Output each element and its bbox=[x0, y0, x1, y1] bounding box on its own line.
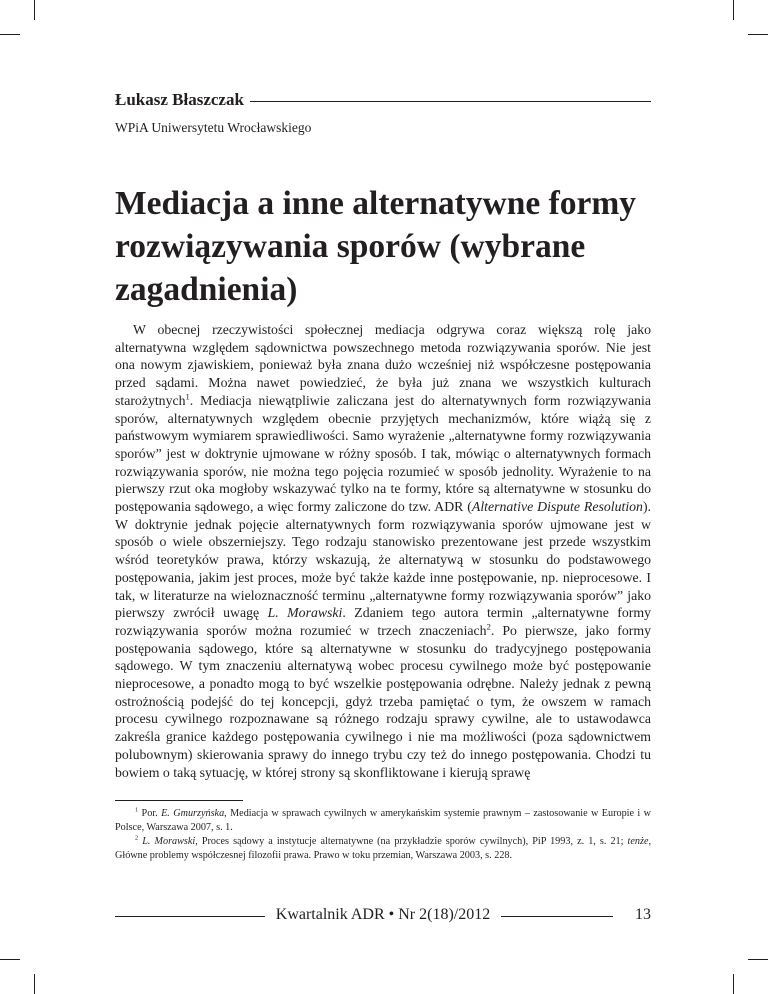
page-number: 13 bbox=[635, 906, 651, 923]
footnote-2: $^2$ L. Morawski, Proces sądowy a instytucje alternatywne (na przykładzie sporów cywilnych), PiP 1993, z. 1, s. 21; tenże, Główne problemy współczesnej filozofii prawa. Prawo w toku przemian, Warszawa 2003, s. 228. bbox=[115, 834, 652, 861]
journal-name: Kwartalnik ADR • Nr 2(18)/2012 bbox=[275, 906, 491, 923]
crop-mark bbox=[733, 0, 734, 20]
crop-mark bbox=[733, 974, 734, 994]
footnote-rule bbox=[115, 800, 243, 801]
crop-mark bbox=[0, 34, 20, 35]
footer-rule-right bbox=[501, 916, 613, 917]
body-paragraph: W obecnej rzeczywistości społecznej mediacja odgrywa coraz większą rolę jako alternatywna względem sądownictwa powszechnego metoda rozwiązywania sporów. Nie jest ona nowym zjawiskiem, ponieważ była znana dużo wcześniej niż współczesne postępowania przed sądami. Można nawet powiedzieć, że była już znana we wszystkich kulturach starożytnych$^1$. Mediacja niewątpliwie zaliczana jest do alternatywnych form rozwiązywania sporów, alternatywnych względem obecnie przyjętych mechanizmów, które wiążą się z państwowym wymiarem sprawiedliwości. Samo wyrażenie „alternatywne formy rozwiązywania sporów” jest w doktrynie ujmowane w różny sposób. I tak, mówiąc o alternatywnych formach rozwiązywania sporów, nie można tego pojęcia rozumieć w sposób jednolity. Wyrażenie to na pierwszy rzut oka mogłoby wskazywać tylko na te formy, które są alternatywne w stosunku do postępowania sądowego, a więc formy zaliczone do tzw. ADR (Alternative Dispute Resolution). W doktrynie jednak pojęcie alternatywnych form rozwiązywania sporów ujmowane jest w sposób o wiele obszerniejszy. Tego rodzaju stanowisko prezentowane jest przede wszystkim wśród teoretyków prawa, którzy wskazują, że alternatywą w stosunku do podstawowego postępowania, jakim jest proces, może być także każde inne postępowanie, np. nieprocesowe. I tak, w literaturze na wieloznaczność terminu „alternatywne formy rozwiązywania sporów” jako pierwszy zwrócił uwagę L. Morawski. Zdaniem tego autora termin „alternatywne formy rozwiązywania sporów można rozumieć w trzech znaczeniach$^2$. Po pierwsze, jako formy postępowania sądowego, które są alternatywne w stosunku do tradycyjnego postępowania sądowego. W tym znaczeniu alternatywą wobec procesu cywilnego może być postępowanie nieprocesowe, a ponadto mogą to być wszelkie postępowania odrębne. Należy jednak z pewną ostrożnością podejść do tej koncepcji, gdyż trzeba pamiętać o tym, że owszem w ramach procesu cywilnego rozpoznawane są różnego rodzaju sprawy cywilne, ale to ustawodawca zakreśla granice każdego postępowania cywilnego i nie ma możliwości (poza sądownictwem polubownym) skierowania sprawy do innego trybu czy też do innego postępowania. Chodzi tu bowiem o taką sytuację, w której strony są skonfliktowane i kierują sprawę bbox=[115, 322, 651, 780]
crop-mark bbox=[748, 959, 768, 960]
author-name: Łukasz Błaszczak bbox=[115, 90, 244, 109]
crop-mark bbox=[748, 34, 768, 35]
footnote-1: $^1$ Por. E. Gmurzyńska, Mediacja w sprawach cywilnych w amerykańskim systemie prawnym – zastosowanie w Europie i w Polsce, Warszawa 2007, s. 1. bbox=[115, 806, 651, 833]
crop-mark bbox=[34, 0, 35, 20]
crop-mark bbox=[34, 974, 35, 994]
author-line bbox=[115, 90, 651, 110]
footnote-ref-2: 2 bbox=[486, 621, 491, 632]
author-affiliation: WPiA Uniwersytetu Wrocławskiego bbox=[115, 120, 312, 135]
footnotes bbox=[115, 807, 651, 863]
page-footer bbox=[115, 904, 651, 928]
article-title: Mediacja a inne alternatywne formy rozwiązywania sporów (wybrane zagadnienia) bbox=[115, 185, 637, 308]
author-rule bbox=[250, 101, 651, 102]
article-body bbox=[115, 321, 651, 781]
crop-mark bbox=[0, 959, 20, 960]
footnote-ref-1: 1 bbox=[185, 391, 190, 402]
